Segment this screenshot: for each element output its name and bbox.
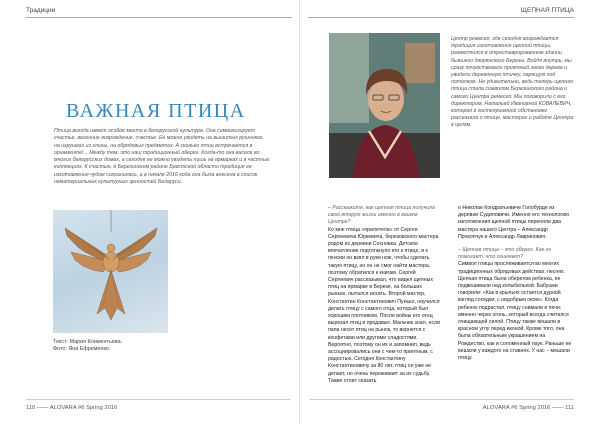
article-lead: Птица всегда имеет особое место в белорусской культуре. Она символизирует счастье, весенние возрождение, счастье. Ее можно увидеть на вышитых рушниках, на игрушках из глины, на обрядовых предметах. А сколько птиц встречается в орнаменте!... Между тем, это наш традиционный оберег. Когда-то она висела во многих белорусских домах, а сегодня ее можно увидеть лишь на ярмарках и в частных коллекциях. К счастью, в Березинском районе Брестской области традиция ее изготовления чудом сохранилась, а в начале 2016 года она была внесена в список нематериальных культурных ценностей Беларуси.: [54, 128, 270, 186]
interview-intro: Центр ремесел, где сегодня возрождается традиция изготовления щепной птицы, разместился в отреставрированном здании бывшего дворянского Березы. Войдя внутрь, мы сразу почувствовали приятный запах дерева и увидели деревянную птичку, парящую под потолком. Не удивительно, ведь теперь щепная птица стала символом Березинского района и самого Центра ремесел. Мы поговорили с его директором, Натальей Ивановной КОВАЛЕВИЧ, которая в гостеприимной обстановке рассказала о птице, мастерах и работе Центра в целом.: [451, 36, 573, 129]
section-header: Традиции: [26, 7, 56, 14]
text-credit: Текст: Мария Климентьева.: [53, 339, 123, 345]
portrait-illustration: [329, 33, 440, 178]
wooden-bird-photo: [53, 210, 168, 333]
article-column-2: [458, 205, 574, 362]
article-column-1: [328, 205, 441, 385]
page-footer: 110 —— ALOVARA #6 Spring 2016: [26, 405, 118, 411]
director-portrait-photo: [329, 33, 440, 178]
interview-answer: Символ птицы прослеживается во многих традиционных обрядовых действах, песнях. Щепная птица была оберегом ребенка, ее подвешивали над колыбелькой. Бабушки говорили: «Как в крыльях остается дурной взгляд соседки, с недобрым оком». Когда ребенок подрастал, птицу снимали и печи: именно через огонь, который всегда считался очищающей силой. Птицу также вешали в красном углу перед иконой. Кроме того, она была обязательным украшением на Рождество, как и соломенный паук. Раньше ее вешали у каждого на ставнях. У нас – мешали птицу.: [458, 261, 572, 362]
photo-caption: [53, 339, 122, 354]
interview-question: – Щепная птица – это оберег. Как он помогает, что означает?: [458, 247, 552, 261]
wooden-bird-illustration: [53, 210, 168, 333]
article-title: ВАЖНАЯ ПТИЦА: [66, 100, 246, 122]
right-page: [300, 0, 600, 424]
interview-answer: о Николае Кондратьевиче Голобурде из деревни Судиловичи. Именно его технологию изготовления щепной птицы переняли два мастера нашего Центра – Александр Прокопчук и Александр Лавринович.: [458, 205, 570, 240]
interview-question: – Расскажите, как щепная птица получила свою вторую жизнь именно в вашем Центре?: [328, 205, 435, 226]
header-rule: [308, 17, 574, 18]
header-rule: [26, 17, 292, 18]
footer-rule: [26, 399, 290, 400]
interview-answer: Ко мне птица «прилетела» от Сергея Сергеевича Юркевича, березовского мастера родом из деревни Сосновка. Детское впечатление подтолкнуло его к птице, и к пенсии он взял в руки нож, чтобы сделать такую птицу, но он не смог найти мастера, поэтому обратился к книгам. Сергей Сергеевич рассказывал, что видел щепных птиц на ярмарке в Березе, на больших рынках, пытался искать. Второй мастер, Константин Константинович Пунько, научился делать птицу с самого отца, который был хорошим плотником. После войны его отец вырезал птиц и продавал. Мальчик знал, если папа несет птиц на рынок, то вернется с конфетами или другими сладостями. Вероятно, поэтому он их и запомнил, ведь ассоциировались они с чем-то приятным, с радостью. Сегодня Константину Константиновичу за 80 лет, птиц он уже не делает, но очень переживает за их судьбу. Также стоит сказать: [328, 226, 440, 384]
section-header: ЩЕПНАЯ ПТИЦА: [520, 7, 574, 14]
page-footer: ALOVARA #6 Spring 2016 —— 111: [482, 405, 574, 411]
footer-rule: [310, 399, 574, 400]
photo-credit: Фото: Яна Ефременко.: [53, 346, 111, 353]
